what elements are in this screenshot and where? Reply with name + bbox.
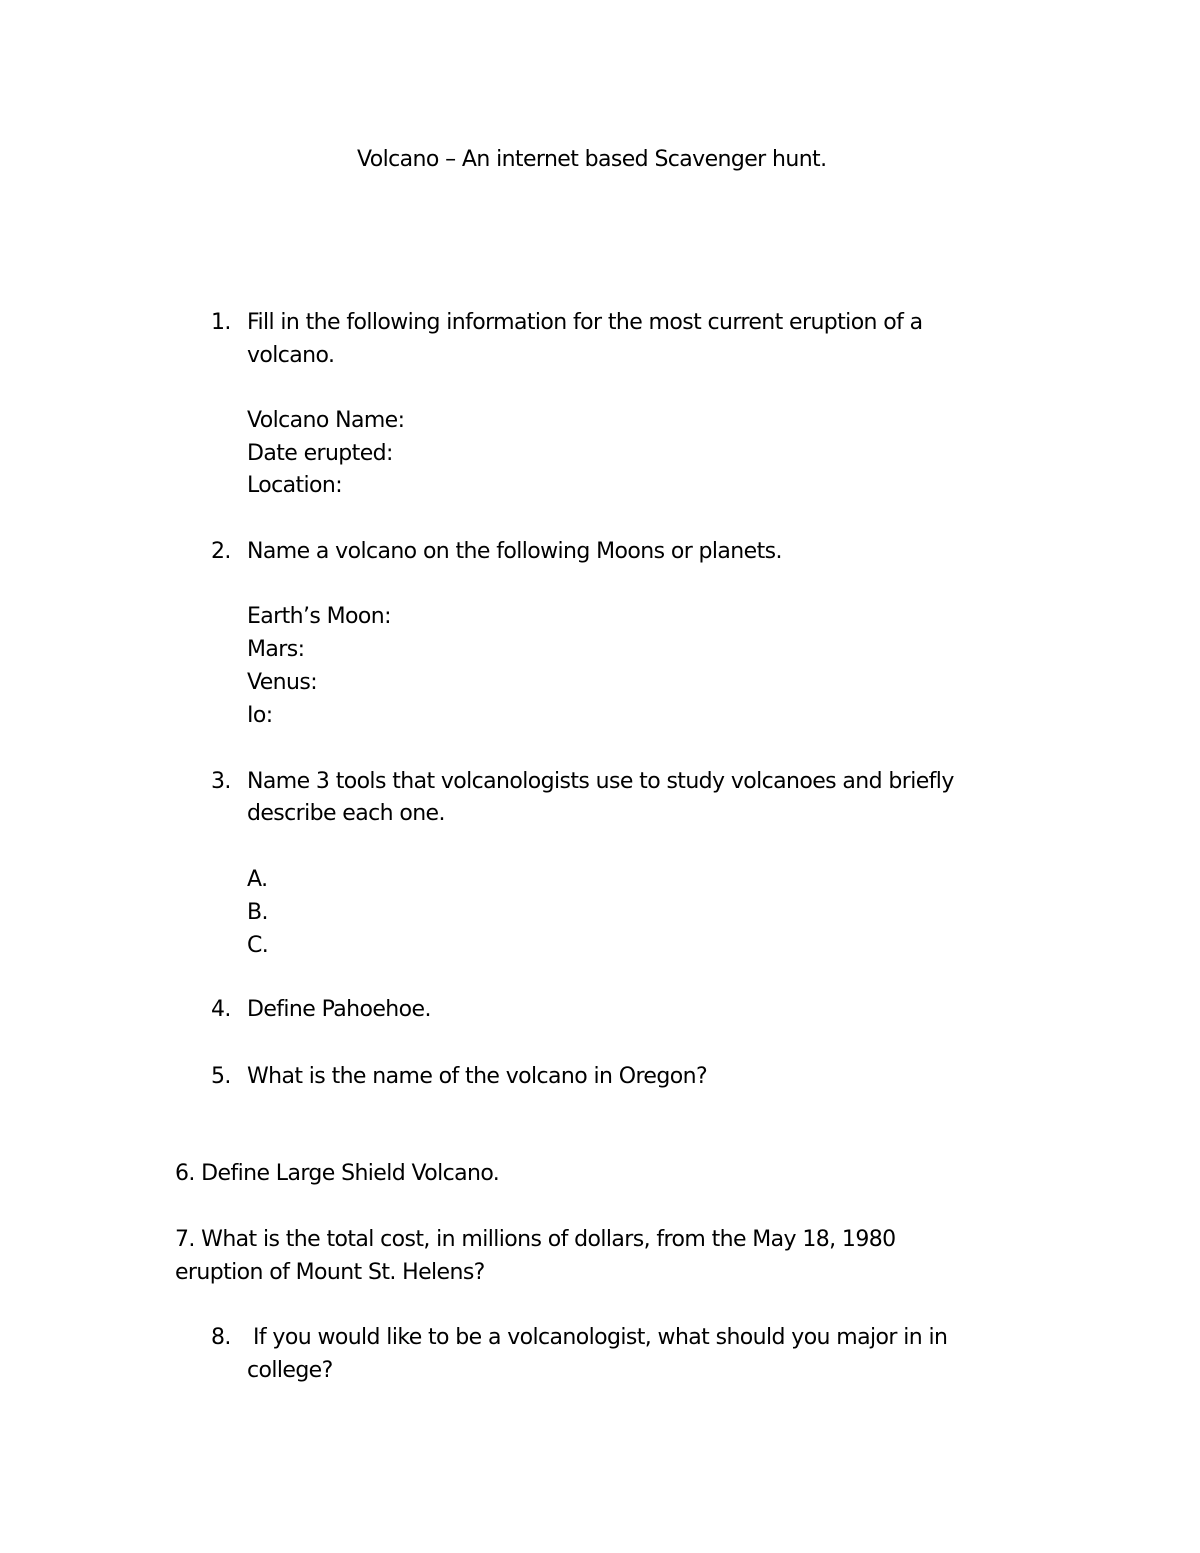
question-number: 3. bbox=[211, 769, 231, 794]
question-text: Name a volcano on the following Moons or planets. bbox=[247, 539, 782, 564]
question-number: 8. bbox=[211, 1325, 231, 1350]
field-label-volcano-name: Volcano Name: bbox=[247, 408, 405, 433]
question-text: Fill in the following information for the most current eruption of a bbox=[247, 310, 923, 335]
field-label-io: Io: bbox=[247, 703, 273, 728]
question-text: What is the name of the volcano in Oregon? bbox=[247, 1064, 708, 1089]
question-number: 1. bbox=[211, 310, 231, 335]
question-text: 6. Define Large Shield Volcano. bbox=[175, 1161, 500, 1186]
field-label-c: C. bbox=[247, 933, 269, 958]
field-label-earths-moon: Earth’s Moon: bbox=[247, 604, 391, 629]
question-number: 2. bbox=[211, 539, 231, 564]
field-label-venus: Venus: bbox=[247, 670, 318, 695]
question-number: 5. bbox=[211, 1064, 231, 1089]
field-label-location: Location: bbox=[247, 473, 343, 498]
field-label-b: B. bbox=[247, 900, 268, 925]
question-text: Define Pahoehoe. bbox=[247, 997, 431, 1022]
field-label-mars: Mars: bbox=[247, 637, 305, 662]
document-title: Volcano – An internet based Scavenger hunt. bbox=[357, 147, 827, 172]
field-label-a: A. bbox=[247, 867, 268, 892]
question-text: Name 3 tools that volcanologists use to study volcanoes and briefly bbox=[247, 769, 954, 794]
question-text-continued: volcano. bbox=[247, 343, 335, 368]
question-number: 4. bbox=[211, 997, 231, 1022]
question-text-continued: college? bbox=[247, 1358, 333, 1383]
question-text: If you would like to be a volcanologist, what should you major in in bbox=[253, 1325, 948, 1350]
question-text-continued: eruption of Mount St. Helens? bbox=[175, 1260, 485, 1285]
field-label-date-erupted: Date erupted: bbox=[247, 441, 393, 466]
question-text: 7. What is the total cost, in millions of dollars, from the May 18, 1980 bbox=[175, 1227, 896, 1252]
question-text-continued: describe each one. bbox=[247, 801, 445, 826]
